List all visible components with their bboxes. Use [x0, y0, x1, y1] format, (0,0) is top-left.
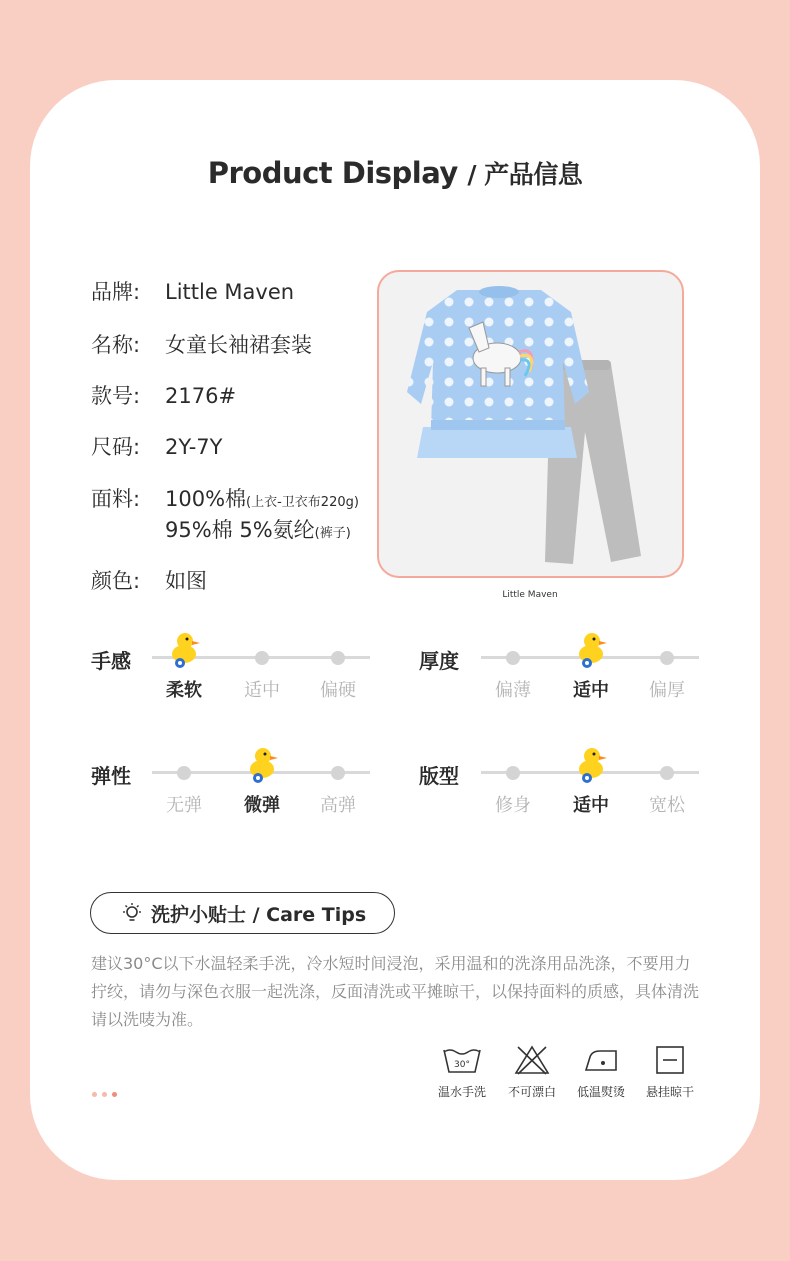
rating-option: 修身 — [495, 795, 531, 816]
spec-fabric-note1: (上衣-卫衣布220g) — [246, 495, 359, 510]
rating-feel-label: 手感 — [91, 649, 131, 673]
rating-option: 微弹 — [244, 795, 280, 816]
spec-model — [91, 380, 236, 410]
scale-dot — [660, 766, 674, 780]
rating-fit-label: 版型 — [419, 764, 459, 788]
spec-fabric-second — [165, 514, 351, 544]
hang-dry-icon — [654, 1045, 686, 1075]
duck-marker-icon — [167, 630, 203, 670]
spec-name-key: 名称: — [91, 333, 141, 357]
duck-marker-icon — [245, 745, 281, 785]
care-tips-title: 洗护小贴士 / Care Tips — [151, 903, 367, 926]
spec-color-key: 颜色: — [91, 569, 141, 593]
spec-brand-key: 品牌: — [91, 280, 141, 304]
spec-fabric — [91, 483, 359, 513]
spec-fabric-line2: 95%棉 5%氨纶 — [165, 518, 315, 542]
rating-option: 适中 — [573, 680, 609, 701]
rating-option: 偏硬 — [320, 680, 356, 701]
spec-brand-value: Little Maven — [165, 280, 295, 304]
care-label-dry: 悬挂晾干 — [645, 1085, 694, 1099]
care-tips-text: 建议30°C以下水温轻柔手洗，冷水短时间浸泡，采用温和的洗涤用品洗涤，不要用力拧绞，请勿与深色衣服一起洗涤，反面清洗或平摊晾干，以保持面料的质感，具体清洗请以洗唛为准。 — [91, 954, 700, 1029]
rating-option: 适中 — [573, 795, 609, 816]
spec-name — [91, 329, 312, 359]
care-item-wash — [427, 1045, 497, 1100]
photo-caption: Little Maven — [502, 590, 558, 600]
care-tips-pill — [90, 892, 395, 934]
title-sub: / 产品信息 — [467, 160, 583, 189]
scale-dot — [331, 766, 345, 780]
duck-marker-icon — [574, 745, 610, 785]
scale-dot — [331, 651, 345, 665]
spec-size-key: 尺码: — [91, 435, 141, 459]
page-title — [0, 155, 790, 191]
rating-option: 偏薄 — [495, 680, 531, 701]
spec-size-value: 2Y-7Y — [165, 435, 223, 459]
low-iron-icon — [582, 1045, 620, 1075]
spec-size — [91, 431, 222, 461]
rating-option: 宽松 — [649, 795, 685, 816]
scale-dot — [255, 651, 269, 665]
rating-option: 柔软 — [166, 680, 202, 701]
scale-dot — [660, 651, 674, 665]
tulle-hem — [417, 427, 577, 458]
scale-dot — [177, 766, 191, 780]
page-dot-active — [112, 1092, 117, 1097]
spec-fabric-line1: 100%棉 — [165, 487, 247, 511]
care-label-bleach: 不可漂白 — [507, 1085, 556, 1099]
spec-fabric-key: 面料: — [91, 487, 141, 511]
rating-elasticity-label: 弹性 — [91, 764, 131, 788]
care-item-iron — [566, 1045, 636, 1100]
no-bleach-icon — [514, 1045, 550, 1075]
care-item-bleach — [497, 1045, 567, 1100]
rating-option: 适中 — [244, 680, 280, 701]
rating-option: 无弹 — [166, 795, 202, 816]
product-photo — [377, 270, 684, 578]
spec-fabric-note2: (裤子) — [314, 526, 351, 541]
scale-dot — [506, 651, 520, 665]
spec-color-value: 如图 — [165, 569, 207, 593]
care-label-iron: 低温熨烫 — [576, 1085, 625, 1099]
rating-thickness-label: 厚度 — [419, 649, 459, 673]
page-dot — [92, 1092, 97, 1097]
title-main: Product Display — [207, 156, 458, 190]
lightbulb-icon — [121, 902, 143, 924]
svg-text:30°: 30° — [454, 1060, 470, 1070]
duck-marker-icon — [574, 630, 610, 670]
page-dot — [102, 1092, 107, 1097]
care-label-wash: 温水手洗 — [437, 1085, 486, 1099]
scale-dot — [506, 766, 520, 780]
spec-name-value: 女童长袖裙套装 — [165, 333, 312, 357]
spec-model-value: 2176# — [165, 384, 237, 408]
spec-color — [91, 565, 207, 595]
rating-option: 高弹 — [320, 795, 356, 816]
product-illustration — [379, 272, 682, 576]
care-item-dry — [635, 1045, 705, 1100]
wash-30-icon — [442, 1045, 482, 1075]
spec-model-key: 款号: — [91, 384, 141, 408]
rating-option: 偏厚 — [649, 680, 685, 701]
spec-brand — [91, 276, 294, 306]
page-indicator — [92, 1092, 117, 1097]
